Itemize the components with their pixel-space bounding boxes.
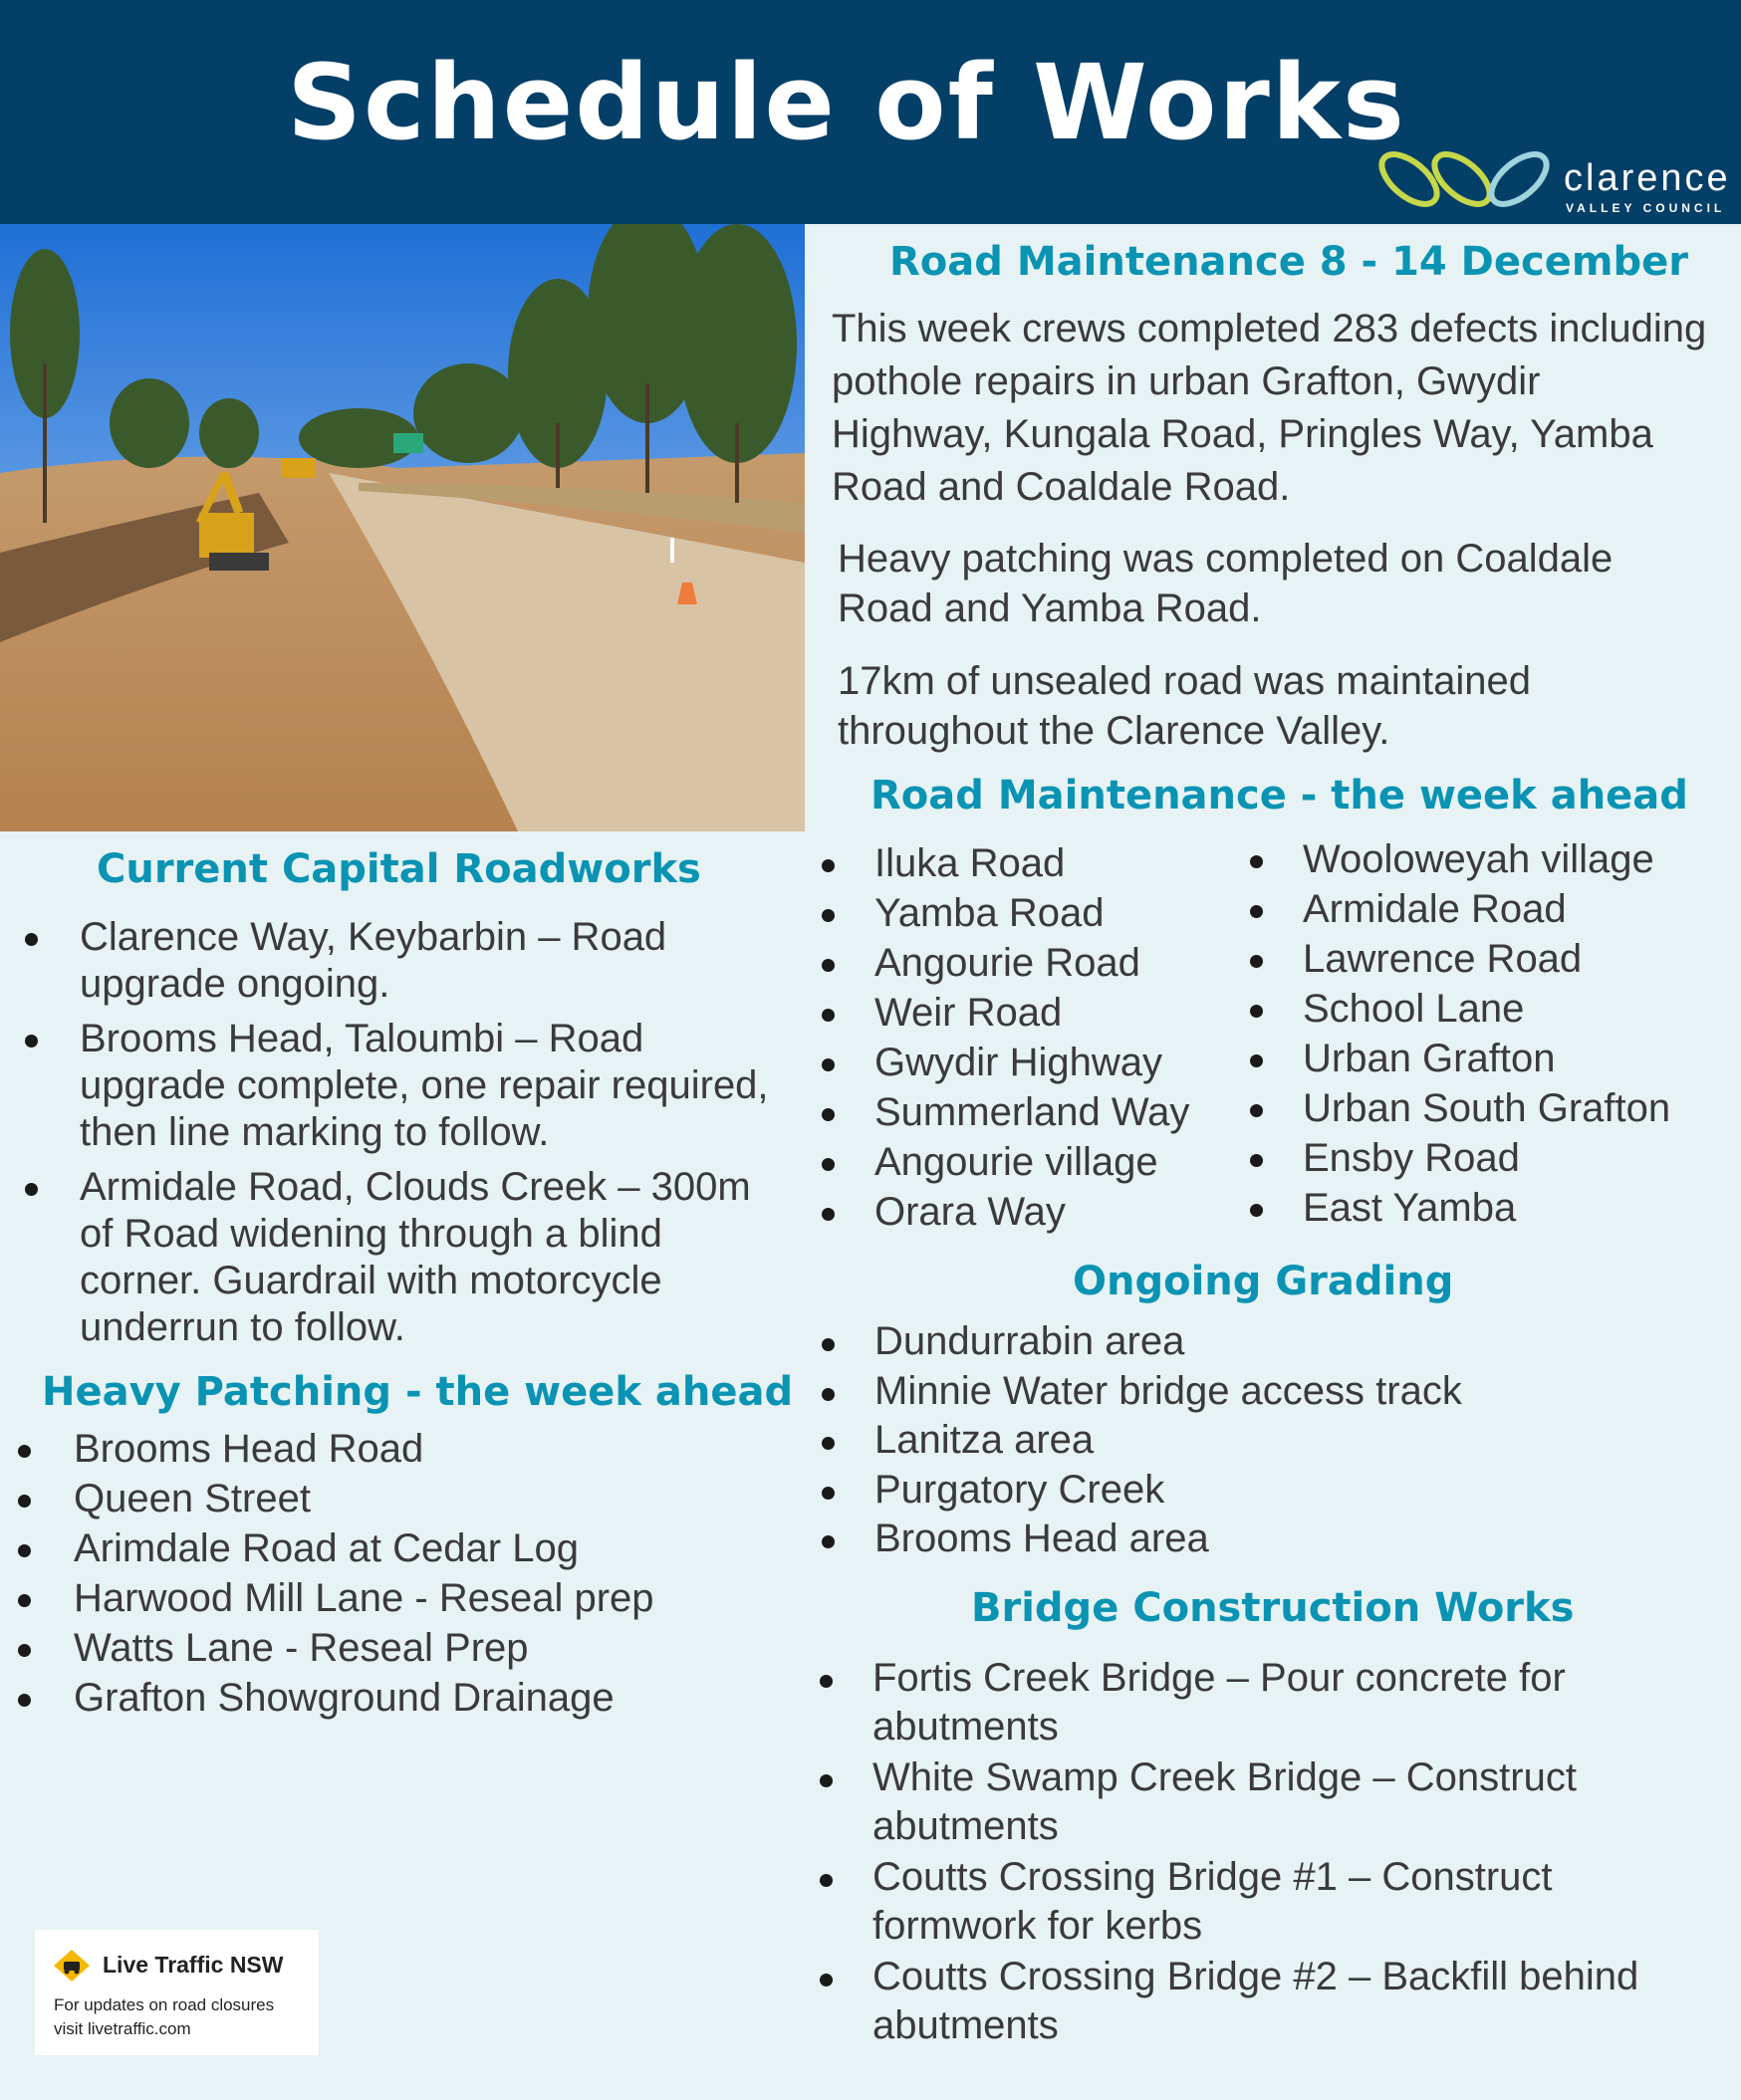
logo-rings-icon — [1369, 139, 1569, 221]
list-item: Wooloweyah village — [1250, 834, 1728, 884]
live-traffic-badge — [35, 1930, 319, 2055]
list-item: School Lane — [1250, 984, 1728, 1034]
header-banner — [0, 0, 1741, 224]
list-item: Armidale Road — [1250, 884, 1728, 934]
ongoing-grading-list — [822, 1317, 1718, 1564]
live-traffic-line-1: For updates on road closures — [54, 1995, 275, 2014]
list-item: Angourie village — [822, 1137, 1220, 1187]
logo-name: clarence — [1564, 157, 1731, 199]
traffic-warning-icon — [52, 1948, 92, 1983]
page-title: Schedule of Works — [287, 42, 1406, 163]
list-item: Brooms Head area — [822, 1515, 1718, 1564]
list-item: Queen Street — [18, 1474, 795, 1523]
heavy-patching-list — [18, 1424, 795, 1723]
week-ahead-heading: Road Maintenance - the week ahead — [870, 773, 1688, 818]
list-item: Coutts Crossing Bridge #1 – Construct formwork for kerbs — [820, 1853, 1716, 1951]
live-traffic-title: Live Traffic NSW — [103, 1952, 284, 1978]
week-ahead-list-2 — [1250, 834, 1728, 1233]
list-item: Angourie Road — [822, 938, 1220, 988]
bridge-works-list — [820, 1654, 1716, 2052]
capital-roadworks-list — [25, 914, 782, 1359]
list-item: Harwood Mill Lane - Reseal prep — [18, 1573, 795, 1623]
list-item: Lanitza area — [822, 1416, 1718, 1466]
council-logo — [1369, 139, 1738, 221]
list-item: Fortis Creek Bridge – Pour concrete for abutments — [820, 1654, 1716, 1751]
list-item: Urban South Grafton — [1250, 1083, 1728, 1133]
list-item: Purgatory Creek — [822, 1466, 1718, 1516]
list-item: Weir Road — [822, 988, 1220, 1038]
list-item: Orara Way — [822, 1187, 1220, 1237]
logo-subtitle: VALLEY COUNCIL — [1566, 201, 1726, 215]
road-maintenance-heading: Road Maintenance 8 - 14 December — [889, 239, 1688, 285]
bridge-works-heading: Bridge Construction Works — [971, 1585, 1575, 1631]
list-item: Clarence Way, Keybarbin – Road upgrade ongoing. — [25, 914, 782, 1008]
road-maintenance-para-3: 17km of unsealed road was maintained throughout the Clarence Valley. — [838, 659, 1531, 753]
list-item: Gwydir Highway — [822, 1038, 1220, 1087]
heavy-patching-heading: Heavy Patching - the week ahead — [42, 1369, 794, 1415]
road-maintenance-para-1: This week crews completed 283 defects including pothole repairs in urban Grafton, Gwydir Highway, Kungala Road, Pringles Way, Yamba Road and Coaldale Road. — [832, 307, 1707, 509]
list-item: Dundurrabin area — [822, 1317, 1718, 1367]
list-item: Arimdale Road at Cedar Log — [18, 1523, 795, 1573]
list-item: Iluka Road — [822, 838, 1220, 888]
live-traffic-line-2: visit livetraffic.com — [54, 2019, 191, 2038]
list-item: Summerland Way — [822, 1087, 1220, 1137]
list-item: Minnie Water bridge access track — [822, 1367, 1718, 1417]
capital-roadworks-heading: Current Capital Roadworks — [97, 846, 701, 892]
list-item: Urban Grafton — [1250, 1034, 1728, 1083]
list-item: Yamba Road — [822, 888, 1220, 938]
list-item: Lawrence Road — [1250, 934, 1728, 984]
list-item: Armidale Road, Clouds Creek – 300m of Road widening through a blind corner. Guardrail with motorcycle underrun to follow. — [25, 1164, 782, 1351]
list-item: Brooms Head, Taloumbi – Road upgrade complete, one repair required, then line marking to follow. — [25, 1016, 782, 1156]
list-item: Brooms Head Road — [18, 1424, 795, 1474]
list-item: Coutts Crossing Bridge #2 – Backfill behind abutments — [820, 1953, 1716, 2050]
road-maintenance-para-2: Heavy patching was completed on Coaldale Road and Yamba Road. — [838, 537, 1614, 630]
week-ahead-list-1 — [822, 838, 1220, 1237]
ongoing-grading-heading: Ongoing Grading — [1073, 1259, 1454, 1304]
list-item: East Yamba — [1250, 1183, 1728, 1233]
list-item: Grafton Showground Drainage — [18, 1673, 795, 1723]
list-item: White Swamp Creek Bridge – Construct abutments — [820, 1753, 1716, 1851]
list-item: Watts Lane - Reseal Prep — [18, 1623, 795, 1673]
list-item: Ensby Road — [1250, 1133, 1728, 1183]
roadworks-photo — [0, 224, 805, 831]
